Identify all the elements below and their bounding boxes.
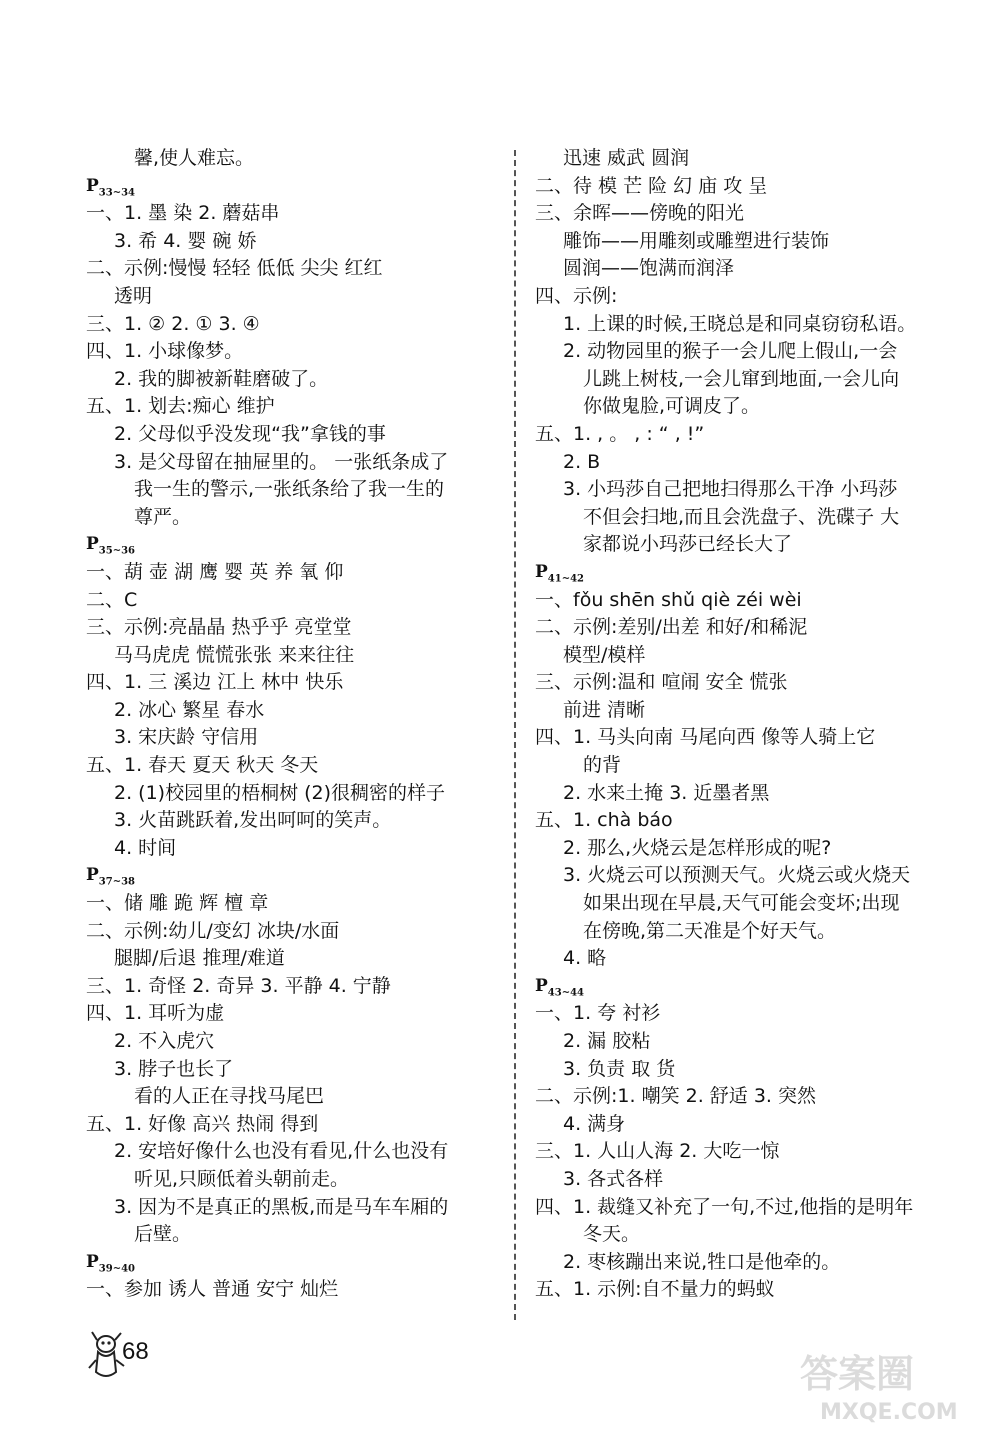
page-range-letter: P <box>86 1251 99 1272</box>
answer-line: 3. 各式各样 <box>563 1167 664 1190</box>
answer-line: 3. 宋庆龄 守信用 <box>114 726 259 749</box>
answer-line: 马马虎虎 慌慌张张 来来往往 <box>114 643 355 666</box>
page-number: 68 <box>122 1338 149 1365</box>
answer-line: 3. 负责 取 货 <box>563 1057 676 1080</box>
page-range-heading <box>535 559 955 587</box>
answer-line: 五、1. 春天 夏天 秋天 冬天 <box>86 754 319 777</box>
page-range-subscript: 35~36 <box>98 545 136 557</box>
answer-line: 如果出现在早晨,天气可能会变坏;出现 <box>583 892 900 915</box>
answer-line: 4. 略 <box>563 947 607 970</box>
column-divider <box>514 150 516 1320</box>
answer-line: 五、1. , 。 , : “ , !” <box>535 422 705 445</box>
page-range-letter: P <box>535 561 548 582</box>
answer-line: 1. 上课的时候,王晓总是和同桌窃窃私语。 <box>563 312 917 335</box>
answer-line: 一、储 雕 跪 辉 檀 章 <box>86 892 269 915</box>
answer-line: 一、参加 诱人 普通 安宁 灿烂 <box>86 1278 339 1301</box>
answer-line: 2. 父母似乎没发现“我”拿钱的事 <box>114 422 386 445</box>
answer-line: 二、示例:差别/出差 和好/和稀泥 <box>535 616 808 639</box>
answer-line: 三、示例:温和 喧闹 安全 慌张 <box>535 671 788 694</box>
watermark-text: 答案圈 <box>800 1352 915 1396</box>
answer-line: 五、1. 划去:痴心 维护 <box>86 395 275 418</box>
left-answer-column <box>86 145 496 1304</box>
answer-line: 后壁。 <box>134 1223 192 1246</box>
page-range-subscript: 37~38 <box>98 876 136 888</box>
answer-line: 四、1. 三 溪边 江上 林中 快乐 <box>86 671 344 694</box>
answer-line: 二、C <box>86 588 138 611</box>
watermark-logo <box>790 1345 990 1425</box>
answer-line: 一、1. 墨 染 2. 蘑菇串 <box>86 202 280 225</box>
watermark-url: MXQE.COM <box>820 1400 958 1425</box>
answer-line: 四、示例: <box>535 284 618 307</box>
answer-line: 前进 清晰 <box>563 698 646 721</box>
page-range-subscript: 41~42 <box>547 573 585 585</box>
answer-line: 一、fǒu shēn shǔ qiè zéi wèi <box>535 588 802 611</box>
answer-line: 3. 火烧云可以预测天气。火烧云或火烧天 <box>563 864 911 887</box>
answer-line: 二、示例:1. 嘲笑 2. 舒适 3. 突然 <box>535 1085 816 1108</box>
answer-line: 的背 <box>583 754 622 777</box>
answer-line: 腿脚/后退 推理/难道 <box>114 947 285 970</box>
answer-line: 馨,使人难忘。 <box>134 147 255 169</box>
answer-line: 2. 动物园里的猴子一会儿爬上假山,一会 <box>563 340 898 363</box>
answer-line: 2. 冰心 繁星 春水 <box>114 698 265 721</box>
answer-line: 圆润——饱满而润泽 <box>563 257 735 280</box>
page-range-heading <box>86 531 496 559</box>
answer-line: 3. 小玛莎自己把地扫得那么干净 小玛莎 <box>563 478 898 501</box>
answer-line: 冬天。 <box>583 1223 641 1246</box>
page-range-subscript: 43~44 <box>547 987 585 999</box>
answer-line: 2. 安培好像什么也没有看见,什么也没有 <box>114 1140 449 1163</box>
answer-line: 2. 枣核蹦出来说,牲口是他牵的。 <box>563 1250 841 1273</box>
page-range-subscript: 39~40 <box>98 1263 136 1275</box>
answer-line: 五、1. 好像 高兴 热闹 得到 <box>86 1112 319 1135</box>
page-range-subscript: 33~34 <box>98 186 136 198</box>
answer-line: 四、1. 耳听为虚 <box>86 1002 225 1025</box>
answer-line: 2. B <box>563 450 601 473</box>
answer-line: 二、示例:慢慢 轻轻 低低 尖尖 红红 <box>86 257 383 280</box>
answer-line: 二、待 模 芒 险 幻 庙 攻 呈 <box>535 174 768 197</box>
answer-line: 尊严。 <box>134 505 192 528</box>
page-range-heading <box>535 973 955 1001</box>
answer-line: 3. 火苗跳跃着,发出呵呵的笑声。 <box>114 809 392 832</box>
page-range-letter: P <box>86 865 99 886</box>
answer-line: 四、1. 裁缝又补充了一句,不过,他指的是明年 <box>535 1195 914 1218</box>
answer-line: 4. 时间 <box>114 836 177 859</box>
answer-line: 2. (1)校园里的梧桐树 (2)很稠密的样子 <box>114 781 446 804</box>
answer-line: 模型/模样 <box>563 643 646 666</box>
answer-line: 3. 脖子也长了 <box>114 1057 234 1080</box>
answer-line: 三、示例:亮晶晶 热乎乎 亮堂堂 <box>86 616 352 639</box>
answer-line: 在傍晚,第二天准是个好天气。 <box>583 919 837 942</box>
answer-line: 3. 是父母留在抽屉里的。 一张纸条成了 <box>114 450 449 473</box>
page-range-letter: P <box>86 175 99 196</box>
answer-line: 四、1. 马头向南 马尾向西 像等人骑上它 <box>535 726 876 749</box>
page-range-heading <box>86 173 496 201</box>
page-range-heading <box>86 862 496 890</box>
answer-line: 我一生的警示,一张纸条给了我一生的 <box>134 478 445 501</box>
answer-line: 2. 漏 胶粘 <box>563 1030 651 1052</box>
answer-line: 三、1. 人山人海 2. 大吃一惊 <box>535 1140 780 1163</box>
answer-line: 一、葫 壶 湖 鹰 婴 英 养 氧 仰 <box>86 560 344 583</box>
answer-line: 3. 因为不是真正的黑板,而是马车车厢的 <box>114 1195 449 1218</box>
answer-line: 三、1. 奇怪 2. 奇异 3. 平静 4. 宁静 <box>86 974 391 997</box>
answer-line: 看的人正在寻找马尾巴 <box>134 1085 325 1108</box>
answer-line: 2. 水来土掩 3. 近墨者黑 <box>563 781 770 804</box>
answer-line: 雕饰——用雕刻或雕塑进行装饰 <box>563 229 830 252</box>
answer-line: 五、1. 示例:自不量力的蚂蚁 <box>535 1278 775 1301</box>
answer-line: 透明 <box>114 284 153 307</box>
answer-line: 五、1. chà báo <box>535 809 673 832</box>
answer-line: 迅速 威武 圆润 <box>563 147 690 169</box>
answer-line: 儿跳上树枝,一会儿窜到地面,一会儿向 <box>583 367 900 390</box>
answer-line: 三、余晖——傍晚的阳光 <box>535 202 745 225</box>
answer-line: 二、示例:幼儿/变幻 冰块/水面 <box>86 919 340 942</box>
answer-line: 四、1. 小球像梦。 <box>86 340 244 363</box>
answer-line: 4. 满身 <box>563 1112 626 1135</box>
answer-line: 三、1. ② 2. ① 3. ④ <box>86 312 260 335</box>
page-range-heading <box>86 1249 496 1277</box>
right-answer-column <box>535 145 955 1304</box>
answer-line: 不但会扫地,而且会洗盘子、洗碟子 大 <box>583 505 900 528</box>
answer-line: 3. 希 4. 婴 碗 娇 <box>114 229 257 252</box>
answer-line: 家都说小玛莎已经长大了 <box>583 533 793 556</box>
page-range-letter: P <box>535 975 548 996</box>
answer-line: 听见,只顾低着头朝前走。 <box>134 1167 350 1190</box>
answer-line: 2. 不入虎穴 <box>114 1030 215 1052</box>
answer-line: 一、1. 夸 衬衫 <box>535 1002 661 1025</box>
answer-line: 2. 那么,火烧云是怎样形成的呢? <box>563 836 832 859</box>
answer-line: 2. 我的脚被新鞋磨破了。 <box>114 367 329 390</box>
page-range-letter: P <box>86 534 99 555</box>
answer-line: 你做鬼脸,可调皮了。 <box>583 395 761 418</box>
page-number-badge <box>88 1330 178 1390</box>
